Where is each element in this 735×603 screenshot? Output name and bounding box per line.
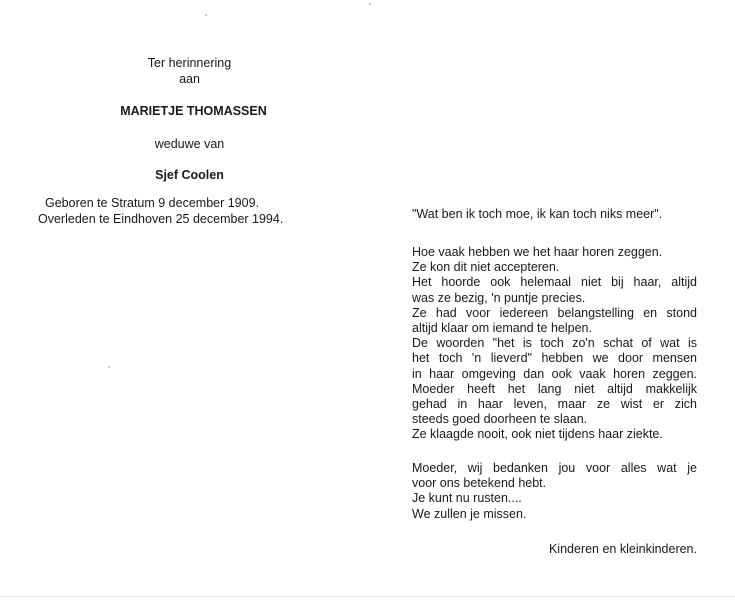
text-line: De woorden "het is toch zo'n schat of wat is <box>412 336 697 351</box>
text-line: Ze klaagde nooit, ook niet tijdens haar ziekte. <box>412 427 663 442</box>
memorial-paragraph-1 <box>412 245 697 443</box>
paper-speck <box>369 3 371 5</box>
card-fold <box>367 0 368 603</box>
relation-text: weduwe van <box>154 137 225 151</box>
text-line: Je kunt nu rusten.... <box>412 491 522 506</box>
deceased-name: MARIETJE THOMASSEN <box>120 104 267 118</box>
text-line: Ze kon dit niet accepteren. <box>412 260 560 275</box>
text-line: Hoe vaak hebben we het haar horen zeggen. <box>412 245 663 259</box>
text-line: Moeder heeft het lang niet altijd makkelijk <box>412 381 697 396</box>
text-line: het toch 'n lieverd" hebben we door mensen <box>412 351 697 366</box>
text-line: We zullen je missen. <box>412 506 527 521</box>
intro-line-2: aan <box>179 72 200 86</box>
text-line: Moeder, wij bedanken jou voor alles wat je <box>412 461 697 475</box>
intro-line-1: Ter herinnering <box>147 56 232 70</box>
death-line: Overleden te Eindhoven 25 december 1994. <box>38 212 284 226</box>
quote-line: "Wat ben ik toch moe, ik kan toch niks meer". <box>412 207 663 221</box>
left-panel <box>0 0 367 603</box>
text-line: altijd klaar om iemand te helpen. <box>412 321 592 336</box>
memorial-paragraph-2 <box>412 461 697 522</box>
spouse-name: Sjef Coolen <box>155 168 224 182</box>
text-line: voor ons betekend hebt. <box>412 476 547 491</box>
text-line: steeds goed doorheen te slaan. <box>412 412 588 427</box>
birth-line: Geboren te Stratum 9 december 1909. <box>45 196 260 210</box>
text-line: Het hoorde ook helemaal niet bij haar, altijd <box>412 275 697 290</box>
text-line: was ze bezig, 'n puntje precies. <box>412 290 586 305</box>
right-panel <box>412 0 697 603</box>
text-line: gehad in haar leven, maar ze wist er zich <box>412 397 697 412</box>
text-line: Ze had voor iedereen belangstelling en stond <box>412 305 697 320</box>
signature-line: Kinderen en kleinkinderen. <box>548 542 697 556</box>
text-line: in haar omgeving dan ook vaak horen zeggen. <box>412 366 697 381</box>
